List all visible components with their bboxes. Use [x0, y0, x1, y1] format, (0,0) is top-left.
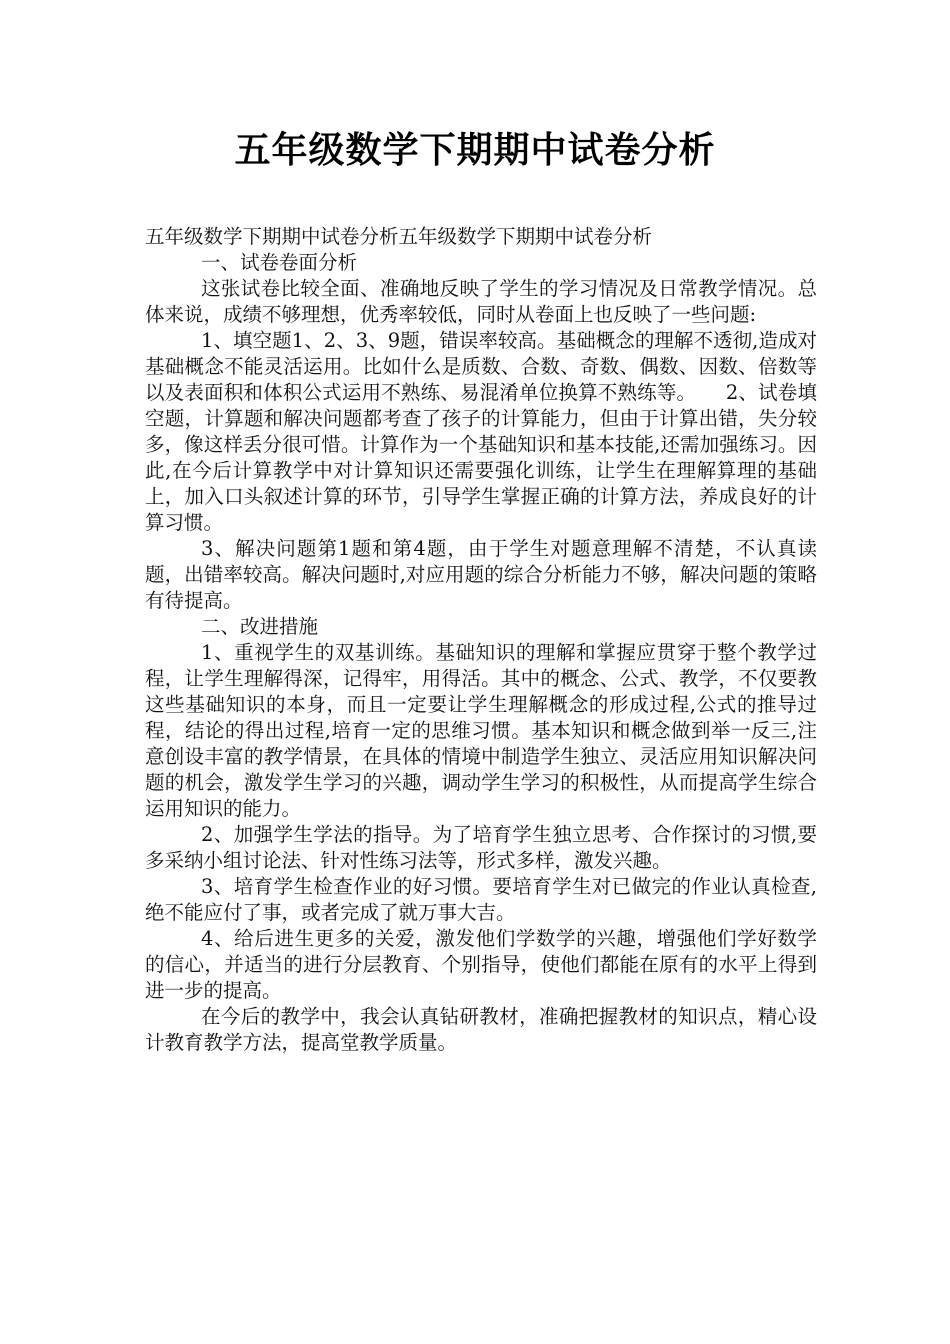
section-heading-analysis: 一、试卷卷面分析: [201, 251, 358, 274]
measure-paragraph-3: 3、培育学生检查作业的好习惯。要培育学生对已做完的作业认真检查,绝不能应付了事，或者完成了就万事大吉。: [145, 875, 817, 924]
issue-paragraph-1-2: 1、填空题1、2、3、9题，错误率较高。基础概念的理解不透彻,造成对基础概念不能灵活运用。比如什么是质数、合数、奇数、偶数、因数、倍数等以及表面积和体积公式运用不熟练、易混淆单位换算不熟练等。 2、试卷填空题，计算题和解决问题都考查了孩子的计算能力，但由于计算出错，失分较多，像这样丢分很可惜。计算作为一个基础知识和基本技能,还需加强练习。因此,在今后计算教学中对计算知识还需要强化训练，让学生在理解算理的基础上，加入口头叙述计算的环节，引导学生掌握正确的计算方法，养成良好的计算习惯。: [145, 329, 817, 534]
conclusion-paragraph: 在今后的教学中，我会认真钻研教材，准确把握教材的知识点，精心设计教育教学方法，提高堂教学质量。: [145, 1005, 817, 1054]
overview-paragraph: 这张试卷比较全面、准确地反映了学生的学习情况及日常教学情况。总体来说，成绩不够理想，优秀率较低，同时从卷面上也反映了一些问题:: [145, 277, 817, 326]
intro-paragraph: 五年级数学下期期中试卷分析五年级数学下期期中试卷分析: [145, 225, 653, 248]
measure-paragraph-2: 2、加强学生学法的指导。为了培育学生独立思考、合作探讨的习惯,要多采纳小组讨论法、针对性练习法等，形式多样，激发兴趣。: [145, 823, 817, 872]
section-heading-measures: 二、改进措施: [201, 615, 319, 638]
issue-paragraph-3: 3、解决问题第1题和第4题，由于学生对题意理解不清楚，不认真读题，出错率较高。解决问题时,对应用题的综合分析能力不够，解决问题的策略有待提高。: [145, 537, 817, 612]
measure-paragraph-1: 1、重视学生的双基训练。基础知识的理解和掌握应贯穿于整个教学过程，让学生理解得深，记得牢，用得活。其中的概念、公式、教学，不仅要教这些基础知识的本身，而且一定要让学生理解概念的形成过程,公式的推导过程，结论的得出过程,培育一定的思维习惯。基本知识和概念做到举一反三,注意创设丰富的教学情景，在具体的情境中制造学生独立、灵活应用知识解决问题的机会，激发学生学习的兴趣，调动学生学习的积极性，从而提高学生综合运用知识的能力。: [145, 641, 817, 820]
document-title: 五年级数学下期期中试卷分析: [234, 130, 716, 171]
measure-paragraph-4: 4、给后进生更多的关爱，激发他们学数学的兴趣，增强他们学好数学的信心，并适当的进行分层教育、个别指导，使他们都能在原有的水平上得到进一步的提高。: [145, 927, 817, 1002]
document-body: [145, 224, 817, 1056]
